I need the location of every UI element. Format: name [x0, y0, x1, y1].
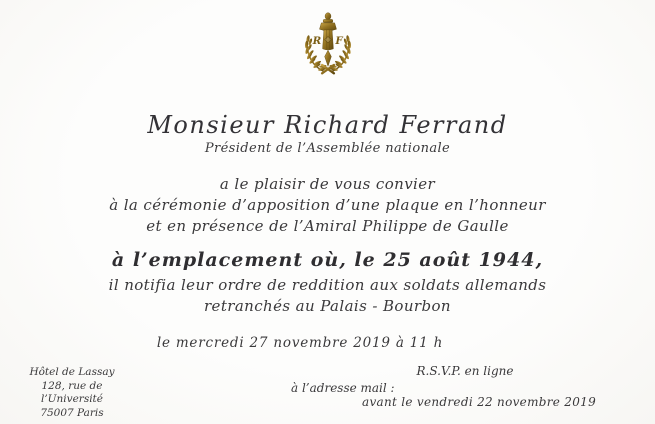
invite-line: à la cérémonie d’apposition d’une plaque en l’honneur [109, 196, 546, 214]
rf-laurel-fasces-icon [291, 11, 365, 81]
event-main-line: à l’emplacement où, le 25 août 1944, [111, 249, 544, 271]
event-lines [0, 275, 655, 317]
rsvp-line2: à l’adresse mail : [291, 381, 395, 395]
rsvp-line1: R.S.V.P. en ligne [416, 364, 514, 378]
emblem-letter-r: R [312, 36, 321, 47]
venue-street: 128, rue de l’Université [40, 379, 103, 405]
event-date-line: le mercredi 27 novembre 2019 à 11 h [156, 335, 444, 351]
event-line: il notifia leur ordre de reddition aux soldats allemands [108, 276, 547, 294]
invite-line: et en présence de l’Amiral Philippe de Gaulle [146, 217, 509, 235]
emblem-letter-f: F [334, 36, 343, 47]
invite-line: a le plaisir de vous convier [219, 175, 436, 193]
invitation-lines [0, 174, 655, 237]
event-line: retranchés au Palais - Bourbon [203, 297, 451, 315]
rsvp-line3: avant le vendredi 22 novembre 2019 [362, 395, 597, 409]
recipient-name: Monsieur Richard Ferrand [147, 111, 508, 139]
venue-address [10, 366, 134, 420]
venue-city: 75007 Paris [40, 406, 104, 419]
recipient-title: Président de l’Assemblée nationale [204, 141, 451, 156]
rf-emblem [291, 11, 365, 85]
venue-name: Hôtel de Lassay [29, 366, 115, 378]
